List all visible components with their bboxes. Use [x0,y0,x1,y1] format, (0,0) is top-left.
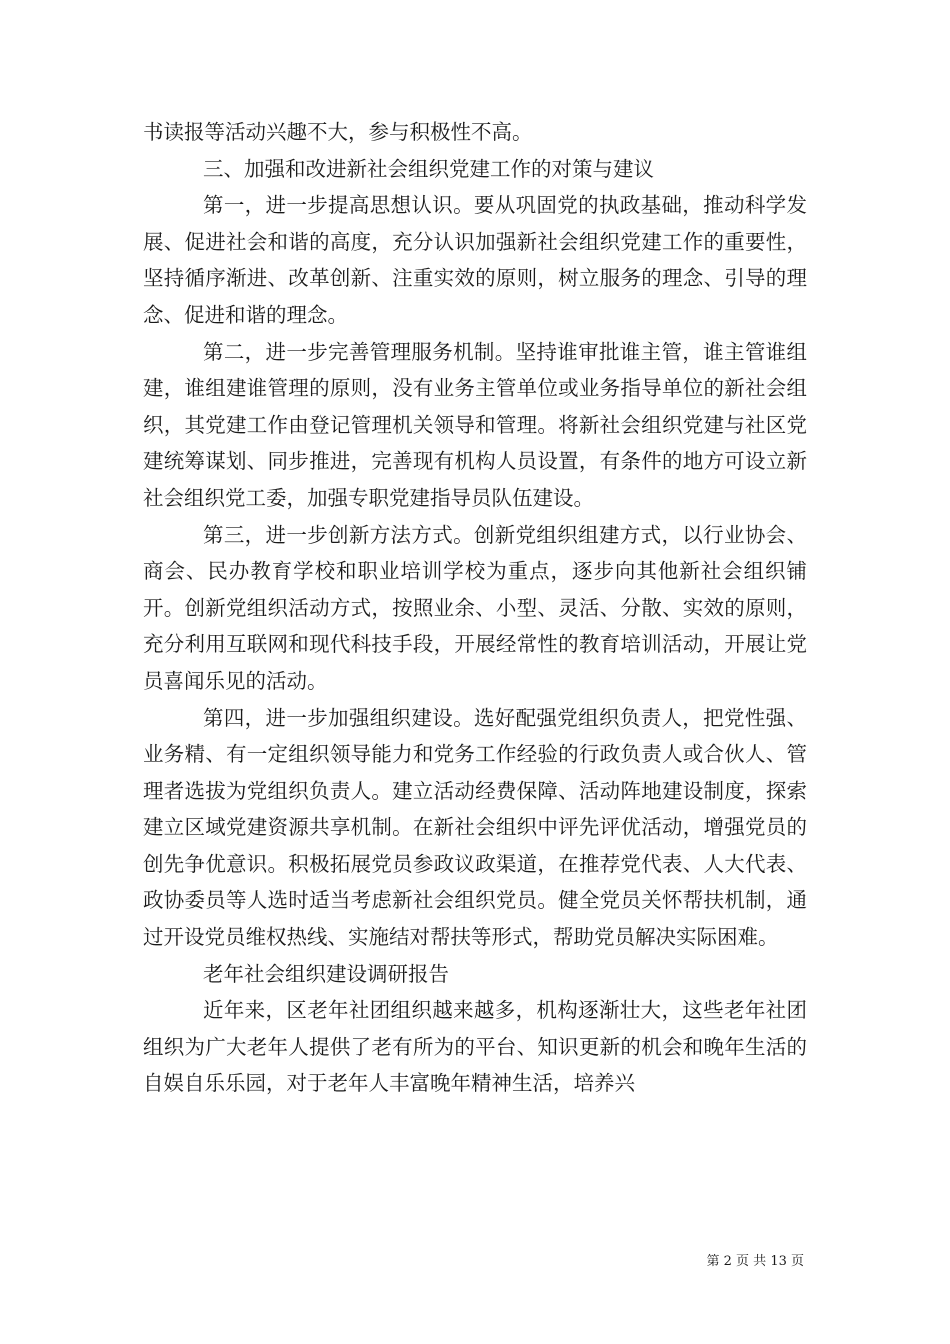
paragraph-report-intro: 近年来，区老年社团组织越来越多，机构逐渐壮大，这些老年社团组织为广大老年人提供了老有所为的平台、知识更新的机会和晚年生活的自娱自乐乐园，对于老年人丰富晚年精神生活，培养兴 [143,998,807,1096]
paragraph-fourth: 第四，进一步加强组织建设。选好配强党组织负责人，把党性强、业务精、有一定组织领导能力和党务工作经验的行政负责人或合伙人、管理者选拔为党组织负责人。建立活动经费保障、活动阵地建设制度，探索建立区域党建资源共享机制。在新社会组织中评先评优活动，增强党员的创先争优意识。积极拓展党员参政议政渠道，在推荐党代表、人大代表、政协委员等人选时适当考虑新社会组织党员。健全党员关怀帮扶机制，通过开设党员维权热线、实施结对帮扶等形式，帮助党员解决实际困难。 [143,705,807,950]
document-body [143,114,807,1102]
paragraph-third: 第三，进一步创新方法方式。创新党组织组建方式，以行业协会、商会、民办教育学校和职业培训学校为重点，逐步向其他新社会组织铺开。创新党组织活动方式，按照业余、小型、灵活、分散、实效的原则，充分利用互联网和现代科技手段，开展经常性的教育培训活动，开展让党员喜闻乐见的活动。 [143,522,807,693]
paragraph-continuation: 书读报等活动兴趣不大，参与积极性不高。 [143,120,533,144]
paragraph-first: 第一，进一步提高思想认识。要从巩固党的执政基础，推动科学发展、促进社会和谐的高度，充分认识加强新社会组织党建工作的重要性，坚持循序渐进、改革创新、注重实效的原则，树立服务的理念、引导的理念、促进和谐的理念。 [143,193,807,327]
section-heading: 三、加强和改进新社会组织党建工作的对策与建议 [203,156,654,181]
paragraph-second: 第二，进一步完善管理服务机制。坚持谁审批谁主管，谁主管谁组建，谁组建谁管理的原则，没有业务主管单位或业务指导单位的新社会组织，其党建工作由登记管理机关领导和管理。将新社会组织党建与社区党建统筹谋划、同步推进，完善现有机构人员设置，有条件的地方可设立新社会组织党工委，加强专职党建指导员队伍建设。 [143,339,807,510]
page-number: 第 2 页 共 13 页 [706,1254,804,1269]
report-title: 老年社会组织建设调研报告 [203,961,449,986]
